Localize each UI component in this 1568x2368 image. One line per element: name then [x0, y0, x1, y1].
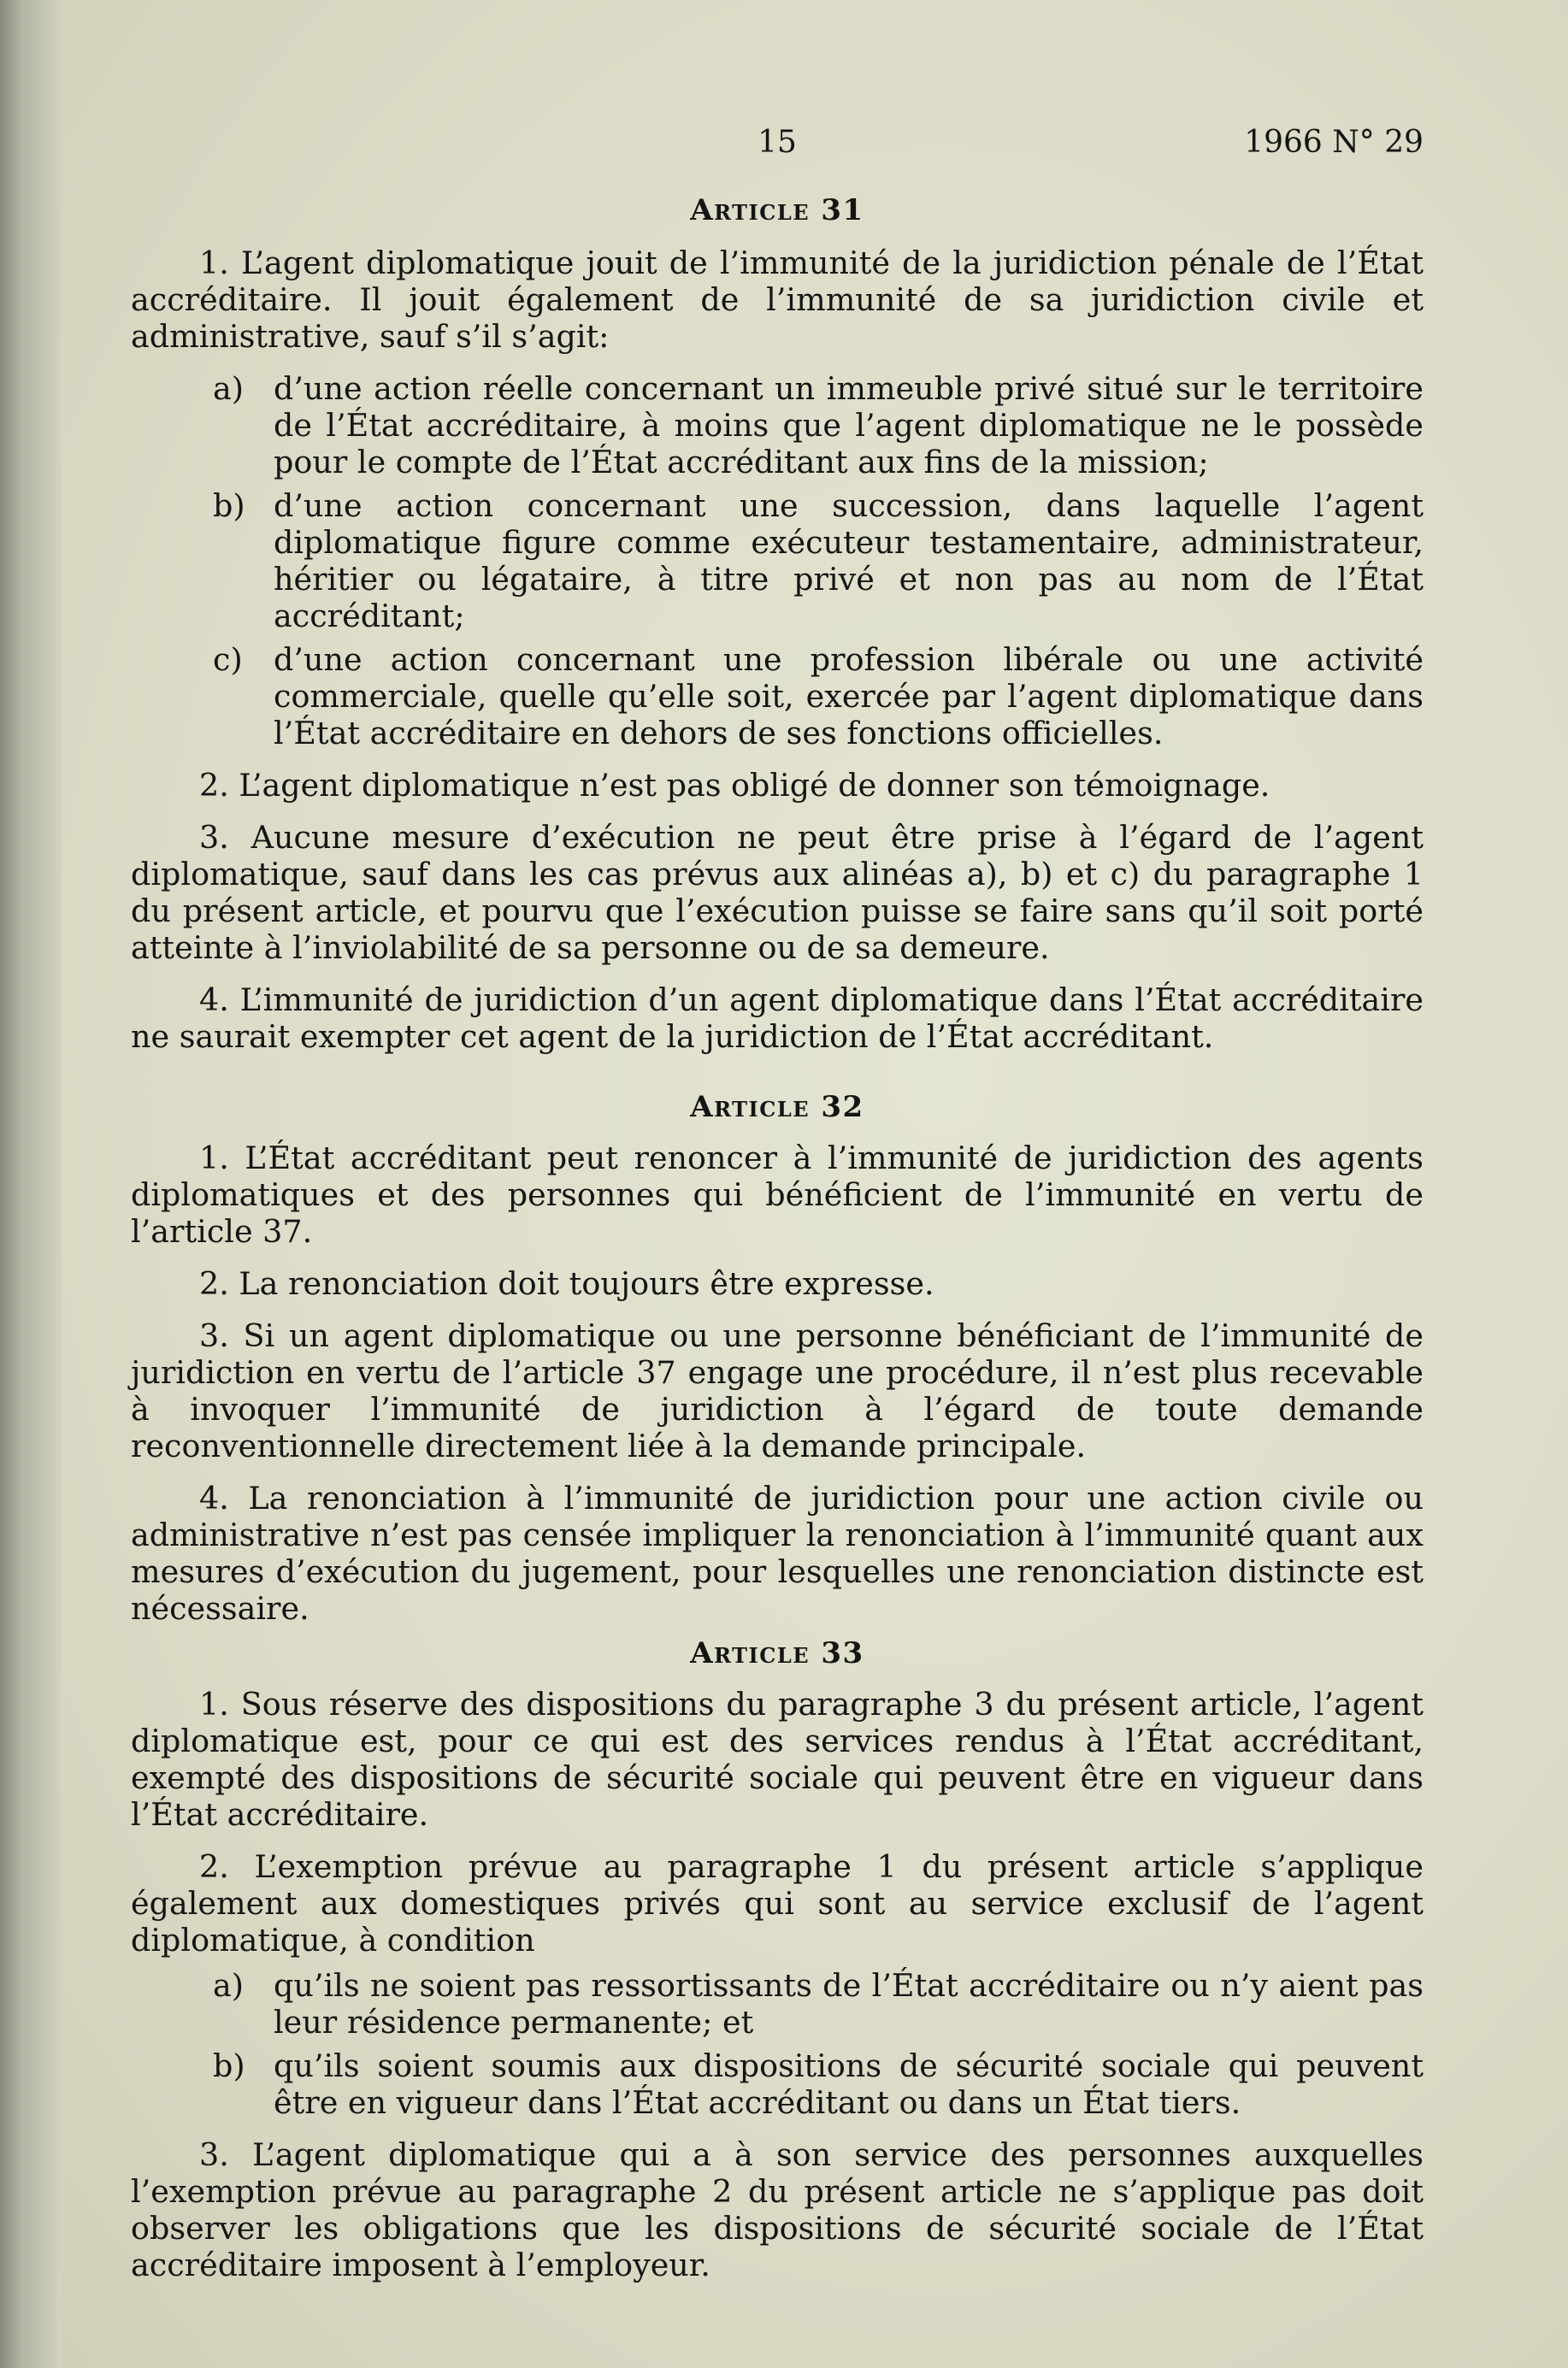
item-marker: a)	[213, 370, 245, 407]
running-header	[131, 115, 1424, 167]
item-text: d’une action concernant une succession, dans laquelle l’agent diplomatique figure comme exécuteur testamentaire, administrateur, héritier ou légataire, à titre privé et non pas au nom de l’État accréditant;	[274, 487, 1424, 634]
item-text: d’une action réelle concernant un immeuble privé situé sur le territoire de l’État accréditaire, à moins que l’agent diplomatique ne le possède pour le compte de l’État accréditant aux fins de la mission;	[274, 370, 1424, 480]
article-31-item-c	[131, 641, 1424, 751]
item-marker: b)	[213, 487, 245, 524]
item-text: qu’ils soient soumis aux dispositions de sécurité sociale qui peuvent être en vigueur dans l’État accréditant ou dans un État tiers.	[274, 2047, 1424, 2121]
article-33-paragraph-2: 2. L’exemption prévue au paragraphe 1 du présent article s’applique également aux domestiques privés qui sont au service exclusif de l’agent diplomatique, à condition	[131, 1848, 1424, 1959]
article-33-paragraph-3: 3. L’agent diplomatique qui a à son service des personnes auxquelles l’exemption prévue au paragraphe 2 du présent article ne s’applique pas doit observer les obligations que les dispositions de sécurité sociale de l’État accréditaire imposent à l’employeur.	[131, 2136, 1424, 2283]
page-binding-edge	[0, 0, 62, 2368]
article-31-heading: Article 31	[690, 193, 864, 227]
article-33-heading: Article 33	[690, 1636, 864, 1670]
article-32-paragraph-4: 4. La renonciation à l’immunité de juridiction pour une action civile ou administrative n’est pas censée impliquer la renonciation à l’immunité quant aux mesures d’exécution du jugement, pour lesquelles une renonciation distincte est nécessaire.	[131, 1480, 1424, 1627]
article-31-paragraph-1: 1. L’agent diplomatique jouit de l’immunité de la juridiction pénale de l’État accréditaire. Il jouit également de l’immunité de sa juridiction civile et administrative, sauf s’il s’agit:	[131, 244, 1424, 355]
article-33-item-b	[131, 2047, 1424, 2121]
article-32-paragraph-3: 3. Si un agent diplomatique ou une personne bénéficiant de l’immunité de juridiction en vertu de l’article 37 engage une procédure, il n’est plus recevable à invoquer l’immunité de juridiction à l’égard de toute demande reconventionnelle directement liée à la demande principale.	[131, 1317, 1424, 1464]
article-31-paragraph-2: 2. L’agent diplomatique n’est pas obligé de donner son témoignage.	[199, 767, 1270, 804]
publication-reference: 1966 N° 29	[1244, 125, 1424, 160]
article-33-paragraph-1: 1. Sous réserve des dispositions du paragraphe 3 du présent article, l’agent diplomatique est, pour ce qui est des services rendus à l’État accréditant, exempté des dispositions de sécurité sociale qui peuvent être en vigueur dans l’État accréditaire.	[131, 1686, 1424, 1833]
page-number: 15	[757, 125, 797, 160]
item-marker: c)	[213, 641, 243, 678]
item-marker: a)	[213, 1967, 245, 2004]
item-text: qu’ils ne soient pas ressortissants de l’État accréditaire ou n’y aient pas leur résidence permanente; et	[274, 1967, 1424, 2041]
article-31-paragraph-4: 4. L’immunité de juridiction d’un agent diplomatique dans l’État accréditaire ne saurait exempter cet agent de la juridiction de l’État accréditant.	[131, 981, 1424, 1055]
article-32-heading: Article 32	[690, 1090, 864, 1124]
item-text: d’une action concernant une profession libérale ou une activité commerciale, quelle qu’elle soit, exercée par l’agent diplomatique dans l’État accréditaire en dehors de ses fonctions officielles.	[274, 641, 1424, 751]
article-31-item-b	[131, 487, 1424, 634]
article-31-item-a	[131, 370, 1424, 480]
item-marker: b)	[213, 2047, 245, 2084]
article-33-item-a	[131, 1967, 1424, 2041]
article-32-paragraph-2: 2. La renonciation doit toujours être expresse.	[199, 1265, 934, 1302]
article-32-paragraph-1: 1. L’État accréditant peut renoncer à l’immunité de juridiction des agents diplomatiques et des personnes qui bénéficient de l’immunité en vertu de l’article 37.	[131, 1140, 1424, 1250]
article-31-paragraph-3: 3. Aucune mesure d’exécution ne peut être prise à l’égard de l’agent diplomatique, sauf dans les cas prévus aux alinéas a), b) et c) du paragraphe 1 du présent article, et pourvu que l’exécution puisse se faire sans qu’il soit porté atteinte à l’inviolabilité de sa personne ou de sa demeure.	[131, 819, 1424, 966]
page-body	[131, 115, 1424, 2299]
